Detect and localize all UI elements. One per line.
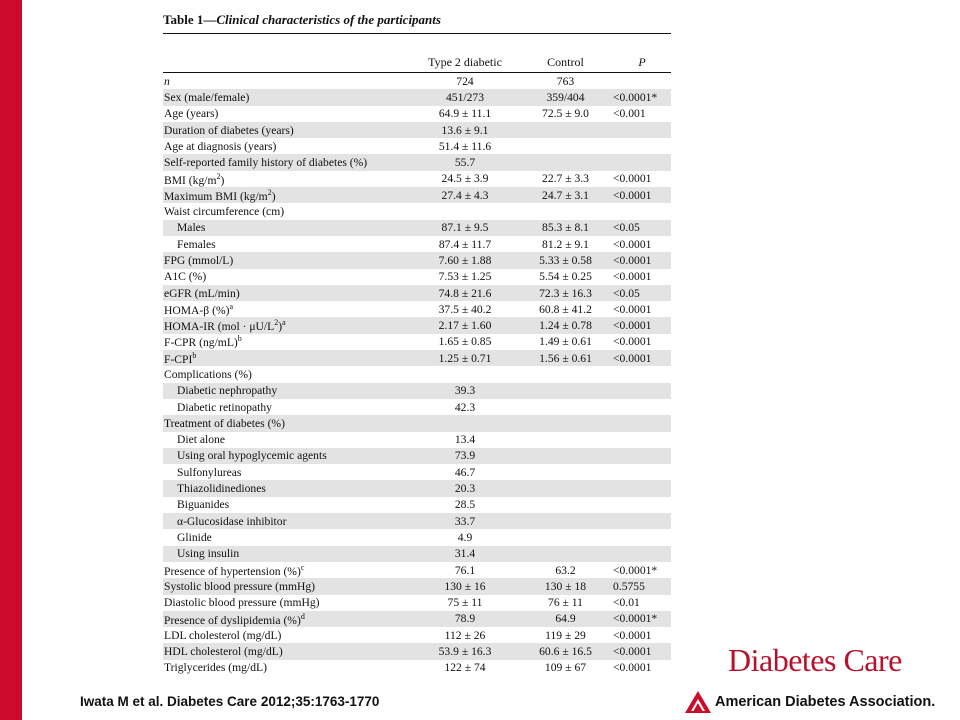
row-label-text: F-CPR (ng/mL): [164, 336, 238, 350]
table-row: [163, 252, 671, 268]
row-label-text: Duration of diabetes (years): [164, 123, 294, 137]
row-label: [163, 563, 412, 578]
characteristics-table: [163, 33, 671, 676]
type2-diabetic-value: 46.7: [454, 465, 476, 479]
type2-diabetic-value: 55.7: [454, 156, 476, 170]
row-label-text: Treatment of diabetes (%): [164, 416, 285, 430]
row-label-text: Systolic blood pressure (mmHg): [164, 579, 316, 593]
table-row: [163, 187, 671, 203]
row-label-text: Males: [177, 221, 206, 235]
table-row: [163, 269, 671, 285]
table-row: [163, 122, 671, 138]
control-value: 22.7 ± 3.3: [542, 172, 589, 186]
p-value: <0.0001*: [613, 90, 658, 104]
table-body: [163, 73, 671, 676]
header-control: Control: [547, 55, 584, 69]
row-label-text: BMI (kg/m: [164, 173, 217, 187]
table-row: [163, 611, 671, 627]
row-label-footnote: a: [282, 318, 286, 328]
control-value: 109 ± 67: [544, 661, 587, 675]
table-title: [163, 12, 441, 28]
type2-diabetic-value: 53.9 ± 16.3: [438, 645, 492, 659]
row-label-text: Diabetic nephropathy: [177, 384, 278, 398]
table-row: [163, 73, 671, 89]
table-row: [163, 350, 671, 366]
row-label-text: Presence of hypertension (%): [164, 564, 301, 578]
control-value: 1.56 ± 0.61: [539, 351, 592, 365]
row-label: [163, 645, 412, 658]
row-label: [163, 401, 412, 414]
row-label: [163, 351, 412, 366]
row-label: [163, 254, 412, 267]
row-label: [163, 498, 412, 511]
header-p-value: P: [638, 55, 646, 69]
red-side-bar: [0, 0, 22, 720]
p-value: <0.0001: [613, 645, 652, 659]
type2-diabetic-value: 13.4: [454, 433, 476, 447]
row-label: [163, 417, 412, 430]
control-value: 76 ± 11: [548, 596, 583, 610]
row-label: [163, 302, 412, 317]
table-row: [163, 366, 671, 382]
control-value: 64.9: [555, 612, 576, 626]
table-row: [163, 236, 671, 252]
type2-diabetic-value: 2.17 ± 1.60: [438, 319, 492, 333]
table-row: [163, 203, 671, 219]
p-value: <0.0001*: [613, 612, 658, 626]
row-label: [163, 156, 412, 169]
table-row: [163, 529, 671, 545]
row-label-text: HDL cholesterol (mg/dL): [164, 645, 283, 659]
type2-diabetic-value: 4.9: [457, 530, 473, 544]
table-row: [163, 383, 671, 399]
row-label: [163, 612, 412, 627]
row-label-text: n: [164, 74, 170, 88]
type2-diabetic-value: 39.3: [454, 384, 476, 398]
type2-diabetic-value: 24.5 ± 3.9: [441, 172, 489, 186]
row-label-suffix: ): [271, 189, 276, 203]
p-value: <0.0001*: [613, 563, 658, 577]
table-row: [163, 317, 671, 333]
row-label-text: LDL cholesterol (mg/dL): [164, 628, 282, 642]
row-label-superscript: 2: [216, 171, 221, 181]
row-label: [163, 596, 412, 609]
row-label: [163, 124, 412, 137]
row-label: [163, 75, 412, 88]
row-label: [163, 368, 412, 381]
row-label-superscript: 2: [274, 318, 279, 328]
row-label-text: Biguanides: [177, 498, 230, 512]
control-value: 119 ± 29: [545, 628, 586, 642]
type2-diabetic-value: 130 ± 16: [444, 579, 486, 593]
control-value: 81.2 ± 9.1: [542, 237, 589, 251]
row-label: [163, 287, 412, 300]
control-value: 72.5 ± 9.0: [542, 107, 589, 121]
table-row: [163, 171, 671, 187]
control-value: 63.2: [555, 563, 576, 577]
p-value: <0.01: [613, 596, 640, 610]
type2-diabetic-value: 112 ± 26: [444, 628, 486, 642]
control-value: 130 ± 18: [544, 579, 587, 593]
table-row: [163, 432, 671, 448]
p-value: <0.0001: [613, 628, 652, 642]
row-label: [163, 384, 412, 397]
type2-diabetic-value: 87.4 ± 11.7: [438, 237, 492, 251]
row-label: [163, 107, 412, 120]
row-label-text: eGFR (mL/min): [164, 286, 240, 300]
row-label-text: F-CPI: [164, 352, 193, 366]
row-label-text: Waist circumference (cm): [164, 205, 285, 219]
p-value: <0.05: [613, 286, 640, 300]
row-label-text: Diet alone: [177, 433, 225, 447]
p-value: 0.5755: [613, 579, 645, 593]
row-label-text: Self-reported family history of diabetes (%): [164, 156, 368, 170]
table-row: [163, 285, 671, 301]
p-value: <0.001: [613, 107, 646, 121]
type2-diabetic-value: 42.3: [454, 400, 476, 414]
row-label: [163, 205, 412, 218]
type2-diabetic-value: 73.9: [454, 449, 476, 463]
table-row: [163, 660, 671, 676]
table-row: [163, 546, 671, 562]
row-label-text: Age at diagnosis (years): [164, 139, 277, 153]
table-row: [163, 513, 671, 529]
row-label-text: Sulfonylureas: [177, 465, 242, 479]
control-value: 60.6 ± 16.5: [539, 645, 592, 659]
row-label-text: Maximum BMI (kg/m: [164, 189, 268, 203]
row-label: [163, 433, 412, 446]
type2-diabetic-value: 7.60 ± 1.88: [438, 253, 492, 267]
table-title-text: Clinical characteristics of the participants: [216, 12, 441, 27]
row-label-text: Using oral hypoglycemic agents: [177, 449, 327, 463]
row-label-text: Age (years): [164, 107, 219, 121]
row-label: [163, 531, 412, 544]
table-row: [163, 138, 671, 154]
control-value: 763: [556, 74, 575, 88]
type2-diabetic-value: 13.6 ± 9.1: [441, 123, 489, 137]
control-value: 72.3 ± 16.3: [539, 286, 592, 300]
p-value: <0.0001: [613, 335, 652, 349]
control-value: 359/404: [546, 90, 585, 104]
p-value: <0.0001: [613, 253, 652, 267]
row-label: [163, 221, 412, 234]
type2-diabetic-value: 1.65 ± 0.85: [438, 335, 492, 349]
row-label-text: Females: [177, 237, 216, 251]
row-label-superscript: d: [300, 611, 305, 621]
table-row: [163, 106, 671, 122]
row-label: [163, 91, 412, 104]
row-label-suffix: ): [278, 320, 283, 334]
row-label: [163, 449, 412, 462]
row-label-superscript: b: [192, 350, 197, 360]
type2-diabetic-value: 87.1 ± 9.5: [441, 221, 489, 235]
row-label-text: FPG (mmol/L): [164, 253, 234, 267]
type2-diabetic-value: 76.1: [454, 563, 476, 577]
row-label: [163, 140, 412, 153]
type2-diabetic-value: 37.5 ± 40.2: [438, 302, 492, 316]
row-label-text: Diabetic retinopathy: [177, 400, 272, 414]
type2-diabetic-value: 27.4 ± 4.3: [441, 188, 489, 202]
table-row: [163, 480, 671, 496]
ada-logo: [684, 690, 954, 716]
row-label: [163, 318, 412, 333]
table-row: [163, 334, 671, 350]
p-value: <0.0001: [613, 172, 652, 186]
row-label-superscript: c: [300, 562, 305, 572]
row-label-superscript: b: [237, 334, 242, 344]
row-label: [163, 482, 412, 495]
type2-diabetic-value: 33.7: [454, 514, 476, 528]
type2-diabetic-value: 28.5: [454, 498, 476, 512]
p-value: <0.0001: [613, 302, 652, 316]
table-title-dash: —: [203, 12, 217, 27]
type2-diabetic-value: 64.9 ± 11.1: [438, 107, 492, 121]
type2-diabetic-value: 31.4: [454, 547, 476, 561]
control-value: 5.54 ± 0.25: [539, 270, 592, 284]
table-row: [163, 595, 671, 611]
row-label: [163, 515, 412, 528]
ada-name: American Diabetes Association.: [715, 694, 936, 710]
row-label-text: A1C (%): [164, 270, 207, 284]
row-label-text: Sex (male/female): [164, 90, 250, 104]
row-label: [163, 334, 412, 349]
row-label: [163, 547, 412, 560]
p-value: <0.0001: [613, 661, 652, 675]
table-row: [163, 399, 671, 415]
row-label: [163, 661, 412, 674]
citation: Iwata M et al. Diabetes Care 2012;35:1763-1770: [80, 694, 380, 709]
table-row: [163, 220, 671, 236]
row-label-superscript: 2: [267, 187, 272, 197]
table-row: [163, 154, 671, 170]
type2-diabetic-value: 451/273: [445, 90, 484, 104]
row-label-superscript: a: [229, 301, 234, 311]
row-label-text: Using insulin: [177, 547, 240, 561]
row-label-text: Complications (%): [164, 367, 252, 381]
type2-diabetic-value: 7.53 ± 1.25: [438, 270, 492, 284]
type2-diabetic-value: 74.8 ± 21.6: [438, 286, 492, 300]
row-label-text: Glinide: [177, 530, 212, 544]
p-value: <0.05: [613, 221, 640, 235]
row-label-text: Presence of dyslipidemia (%): [164, 613, 301, 627]
control-value: 1.24 ± 0.78: [539, 319, 592, 333]
row-label-text: HOMA-IR (mol · μU/L: [164, 320, 275, 334]
table-number: Table 1: [163, 12, 204, 27]
type2-diabetic-value: 724: [456, 74, 474, 88]
p-value: <0.0001: [613, 270, 652, 284]
type2-diabetic-value: 122 ± 74: [444, 661, 486, 675]
row-label: [163, 580, 412, 593]
table-row: [163, 89, 671, 105]
row-label: [163, 172, 412, 187]
row-label: [163, 188, 412, 203]
ada-triangle-logo-icon: [684, 690, 712, 714]
control-value: 85.3 ± 8.1: [542, 221, 589, 235]
row-label: [163, 466, 412, 479]
diabetes-care-logo: Diabetes Care: [728, 642, 902, 678]
header-type2-diabetic: Type 2 diabetic: [428, 55, 502, 69]
row-label: [163, 629, 412, 642]
row-label-text: Diastolic blood pressure (mmHg): [164, 596, 320, 610]
p-value: <0.0001: [613, 188, 652, 202]
type2-diabetic-value: 51.4 ± 11.6: [438, 139, 492, 153]
type2-diabetic-value: 75 ± 11: [447, 596, 483, 610]
table-row: [163, 464, 671, 480]
control-value: 24.7 ± 3.1: [542, 188, 589, 202]
table-row: [163, 578, 671, 594]
row-label: [163, 270, 412, 283]
type2-diabetic-value: 1.25 ± 0.71: [438, 351, 492, 365]
table-row: [163, 497, 671, 513]
p-value: <0.0001: [613, 319, 652, 333]
table-row: [163, 627, 671, 643]
row-label: [163, 238, 412, 251]
row-label-suffix: ): [220, 173, 225, 187]
row-label-text: α-Glucosidase inhibitor: [177, 514, 287, 528]
table-header-row: [163, 34, 671, 72]
table-row: [163, 562, 671, 578]
p-value: <0.0001: [613, 237, 652, 251]
table-row: [163, 415, 671, 431]
p-value: <0.0001: [613, 351, 652, 365]
type2-diabetic-value: 78.9: [454, 612, 476, 626]
table-row: [163, 301, 671, 317]
type2-diabetic-value: 20.3: [454, 482, 476, 496]
table-row: [163, 448, 671, 464]
row-label-text: HOMA-β (%): [164, 303, 230, 317]
table-row: [163, 643, 671, 659]
row-label-text: Thiazolidinediones: [177, 482, 266, 496]
control-value: 1.49 ± 0.61: [539, 335, 592, 349]
control-value: 5.33 ± 0.58: [539, 253, 592, 267]
control-value: 60.8 ± 41.2: [539, 302, 592, 316]
row-label-text: Triglycerides (mg/dL): [164, 661, 267, 675]
